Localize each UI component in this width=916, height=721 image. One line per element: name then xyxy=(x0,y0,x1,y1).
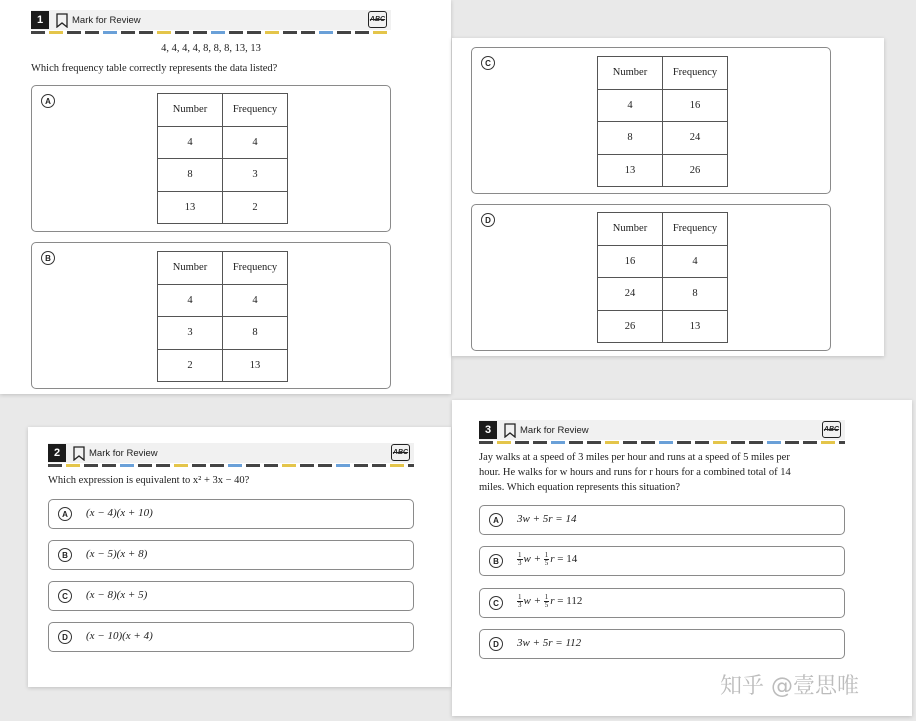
mark-for-review-label[interactable]: Mark for Review xyxy=(89,447,158,459)
table-cell: 4 xyxy=(158,284,223,317)
option-letter: D xyxy=(58,630,72,644)
table-row xyxy=(158,191,288,224)
question-1-continued-panel xyxy=(452,38,884,356)
table-row xyxy=(158,126,288,159)
option-letter: B xyxy=(41,251,55,265)
option-c[interactable] xyxy=(471,47,831,194)
option-letter: D xyxy=(489,637,503,651)
table-cell: 8 xyxy=(158,159,223,192)
table-header: Frequency xyxy=(663,57,728,90)
table-cell: 26 xyxy=(663,154,728,187)
table-header: Frequency xyxy=(223,94,288,127)
table-header: Number xyxy=(158,252,223,285)
mark-for-review-label[interactable]: Mark for Review xyxy=(72,14,141,26)
question-prompt-line-1: Jay walks at a speed of 3 miles per hour and runs at a speed of 5 miles per xyxy=(479,452,790,463)
option-a[interactable] xyxy=(48,499,414,529)
table-cell: 8 xyxy=(598,122,663,155)
option-text: $\frac{1}{3}$ w + $\frac{1}{5}$ r = 14 xyxy=(518,551,578,567)
option-letter: D xyxy=(481,213,495,227)
table-cell: 24 xyxy=(598,278,663,311)
option-text: $\frac{1}{3}$ w + $\frac{1}{5}$ r = 112 xyxy=(518,593,583,609)
question-1-panel xyxy=(0,0,451,394)
question-header xyxy=(31,10,391,30)
option-letter: C xyxy=(58,589,72,603)
table-row xyxy=(598,310,728,343)
frequency-table xyxy=(157,251,288,382)
option-b[interactable] xyxy=(479,546,845,576)
table-cell: 2 xyxy=(158,349,223,382)
option-a[interactable] xyxy=(31,85,391,232)
watermark-text: 知乎 @壹思唯 xyxy=(720,674,859,699)
data-list: 4, 4, 4, 4, 8, 8, 8, 13, 13 xyxy=(161,43,261,54)
option-c[interactable] xyxy=(48,581,414,611)
table-cell: 8 xyxy=(663,278,728,311)
table-cell: 13 xyxy=(663,310,728,343)
fraction: $\frac{1}{3}$ xyxy=(518,551,522,567)
question-number: 3 xyxy=(479,421,497,439)
question-prompt: Which expression is equivalent to x² + 3x − 40? xyxy=(48,475,250,486)
table-row xyxy=(158,317,288,350)
option-d[interactable] xyxy=(471,204,831,351)
header-divider xyxy=(48,464,414,467)
question-number: 1 xyxy=(31,11,49,29)
fraction: $\frac{1}{3}$ xyxy=(518,593,522,609)
option-a[interactable] xyxy=(479,505,845,535)
header-divider xyxy=(479,441,845,444)
option-letter: A xyxy=(489,513,503,527)
option-letter: B xyxy=(58,548,72,562)
abc-eliminator-icon[interactable]: ABC xyxy=(368,11,387,28)
abc-eliminator-icon[interactable]: ABC xyxy=(391,444,410,461)
table-cell: 16 xyxy=(663,89,728,122)
bookmark-icon[interactable] xyxy=(73,446,85,461)
table-cell: 3 xyxy=(223,159,288,192)
option-text: 3w + 5r = 14 xyxy=(517,513,577,525)
option-letter: B xyxy=(489,554,503,568)
bookmark-icon[interactable] xyxy=(504,423,516,438)
table-cell: 13 xyxy=(158,191,223,224)
table-cell: 26 xyxy=(598,310,663,343)
option-letter: A xyxy=(41,94,55,108)
table-row xyxy=(598,245,728,278)
option-b[interactable] xyxy=(48,540,414,570)
table-row xyxy=(598,89,728,122)
table-cell: 24 xyxy=(663,122,728,155)
header-divider xyxy=(31,31,391,34)
frequency-table xyxy=(157,93,288,224)
question-header xyxy=(479,420,845,440)
table-header: Frequency xyxy=(663,213,728,246)
table-cell: 4 xyxy=(223,126,288,159)
table-header: Number xyxy=(158,94,223,127)
table-cell: 4 xyxy=(598,89,663,122)
fraction: $\frac{1}{5}$ xyxy=(544,551,549,567)
question-prompt: Which frequency table correctly represents the data listed? xyxy=(31,63,278,74)
table-row xyxy=(598,154,728,187)
option-text: 3w + 5r = 112 xyxy=(517,637,582,649)
option-letter: A xyxy=(58,507,72,521)
table-cell: 2 xyxy=(223,191,288,224)
fraction: $\frac{1}{5}$ xyxy=(544,593,549,609)
question-header xyxy=(48,443,414,463)
table-row xyxy=(598,278,728,311)
table-cell: 8 xyxy=(223,317,288,350)
option-text: (x − 5)(x + 8) xyxy=(86,548,148,560)
option-text: (x − 10)(x + 4) xyxy=(86,630,153,642)
table-row xyxy=(598,122,728,155)
option-letter: C xyxy=(481,56,495,70)
table-header: Number xyxy=(598,57,663,90)
question-number: 2 xyxy=(48,444,66,462)
option-text: (x − 8)(x + 5) xyxy=(86,589,148,601)
frequency-table xyxy=(597,56,728,187)
table-cell: 13 xyxy=(598,154,663,187)
option-d[interactable] xyxy=(479,629,845,659)
table-row xyxy=(158,349,288,382)
table-cell: 13 xyxy=(223,349,288,382)
question-prompt-line-2: hour. He walks for w hours and runs for r hours for a combined total of 14 xyxy=(479,467,791,478)
frequency-table xyxy=(597,212,728,343)
option-text: (x − 4)(x + 10) xyxy=(86,507,153,519)
mark-for-review-label[interactable]: Mark for Review xyxy=(520,424,589,436)
question-2-panel xyxy=(28,427,451,687)
abc-eliminator-icon[interactable]: ABC xyxy=(822,421,841,438)
table-row xyxy=(158,159,288,192)
option-letter: C xyxy=(489,596,503,610)
bookmark-icon[interactable] xyxy=(56,13,68,28)
table-cell: 3 xyxy=(158,317,223,350)
option-d[interactable] xyxy=(48,622,414,652)
table-row xyxy=(158,284,288,317)
question-prompt-line-3: miles. Which equation represents this situation? xyxy=(479,482,681,493)
table-cell: 4 xyxy=(223,284,288,317)
table-cell: 16 xyxy=(598,245,663,278)
table-header: Number xyxy=(598,213,663,246)
option-c[interactable] xyxy=(479,588,845,618)
table-cell: 4 xyxy=(663,245,728,278)
table-header: Frequency xyxy=(223,252,288,285)
table-cell: 4 xyxy=(158,126,223,159)
option-b[interactable] xyxy=(31,242,391,389)
